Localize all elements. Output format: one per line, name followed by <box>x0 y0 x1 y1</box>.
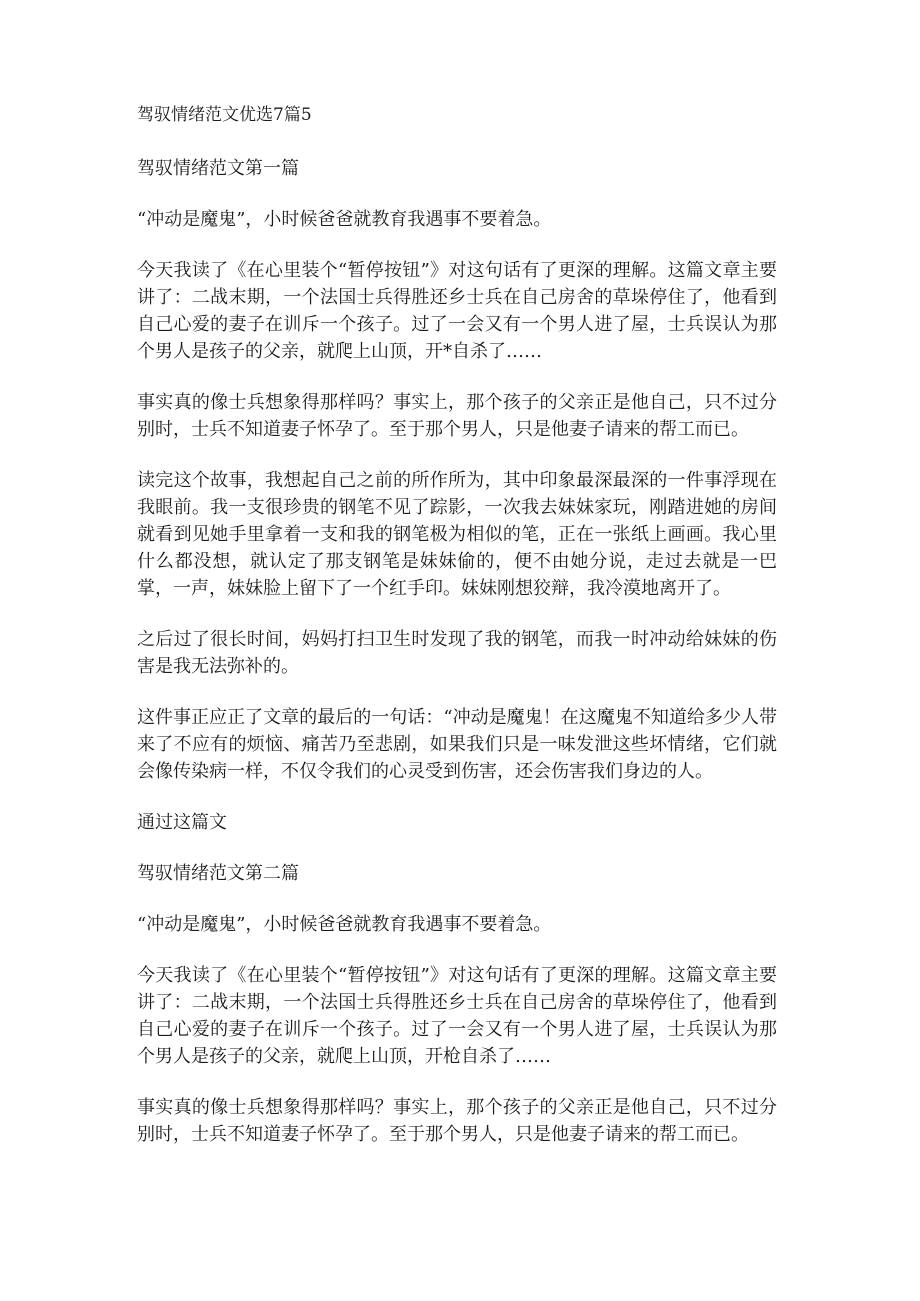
document-page <box>137 102 777 1172</box>
paragraph: 事实真的像士兵想象得那样吗？事实上，那个孩子的父亲正是他自己，只不过分别时，士兵不知道妻子怀孕了。至于那个男人，只是他妻子请来的帮工而已。 <box>137 1097 777 1145</box>
document-title: 驾驭情绪范文优选7篇5 <box>137 105 312 125</box>
paragraph: 通过这篇文 <box>137 812 227 833</box>
section-heading-2: 驾驭情绪范文第二篇 <box>137 863 299 884</box>
paragraph: 事实真的像士兵想象得那样吗？事实上，那个孩子的父亲正是他自己，只不过分别时，士兵不知道妻子怀孕了。至于那个男人，只是他妻子请来的帮工而已。 <box>137 392 777 440</box>
section-heading-1: 驾驭情绪范文第一篇 <box>137 158 299 179</box>
paragraph: 之后过了很长时间，妈妈打扫卫生时发现了我的钢笔，而我一时冲动给妹妹的伤害是我无法弥补的。 <box>137 629 777 677</box>
paragraph: 今天我读了《在心里装个“暂停按钮”》对这句话有了更深的理解。这篇文章主要讲了：二战末期，一个法国士兵得胜还乡士兵在自己房舍的草垛停住了，他看到自己心爱的妻子在训斥一个孩子。过了一会又有一个男人进了屋，士兵误认为那个男人是孩子的父亲，就爬上山顶，开枪自杀了…… <box>137 965 777 1067</box>
paragraph: 读完这个故事，我想起自己之前的所作所为，其中印象最深最深的一件事浮现在我眼前。我一支很珍贵的钢笔不见了踪影，一次我去妹妹家玩，刚踏进她的房间就看到见她手里拿着一支和我的钢笔极为相似的笔，正在一张纸上画画。我心里什么都没想，就认定了那支钢笔是妹妹偷的，便不由她分说，走过去就是一巴掌，一声，妹妹脸上留下了一个红手印。妹妹刚想狡辩，我冷漠地离开了。 <box>137 470 777 599</box>
paragraph: “冲动是魔鬼”，小时候爸爸就教育我遇事不要着急。 <box>137 914 552 935</box>
paragraph: 这件事正应正了文章的最后的一句话：“冲动是魔鬼！在这魔鬼不知道给多少人带来了不应有的烦恼、痛苦乃至悲剧，如果我们只是一味发泄这些坏情绪，它们就会像传染病一样，不仅令我们的心灵受到伤害，还会伤害我们身边的人。 <box>137 707 777 782</box>
paragraph: 今天我读了《在心里装个“暂停按钮”》对这句话有了更深的理解。这篇文章主要讲了：二战末期，一个法国士兵得胜还乡士兵在自己房舍的草垛停住了，他看到自己心爱的妻子在训斥一个孩子。过了一会又有一个男人进了屋，士兵误认为那个男人是孩子的父亲，就爬上山顶，开*自杀了…… <box>137 260 777 362</box>
paragraph: “冲动是魔鬼”，小时候爸爸就教育我遇事不要着急。 <box>137 209 552 230</box>
